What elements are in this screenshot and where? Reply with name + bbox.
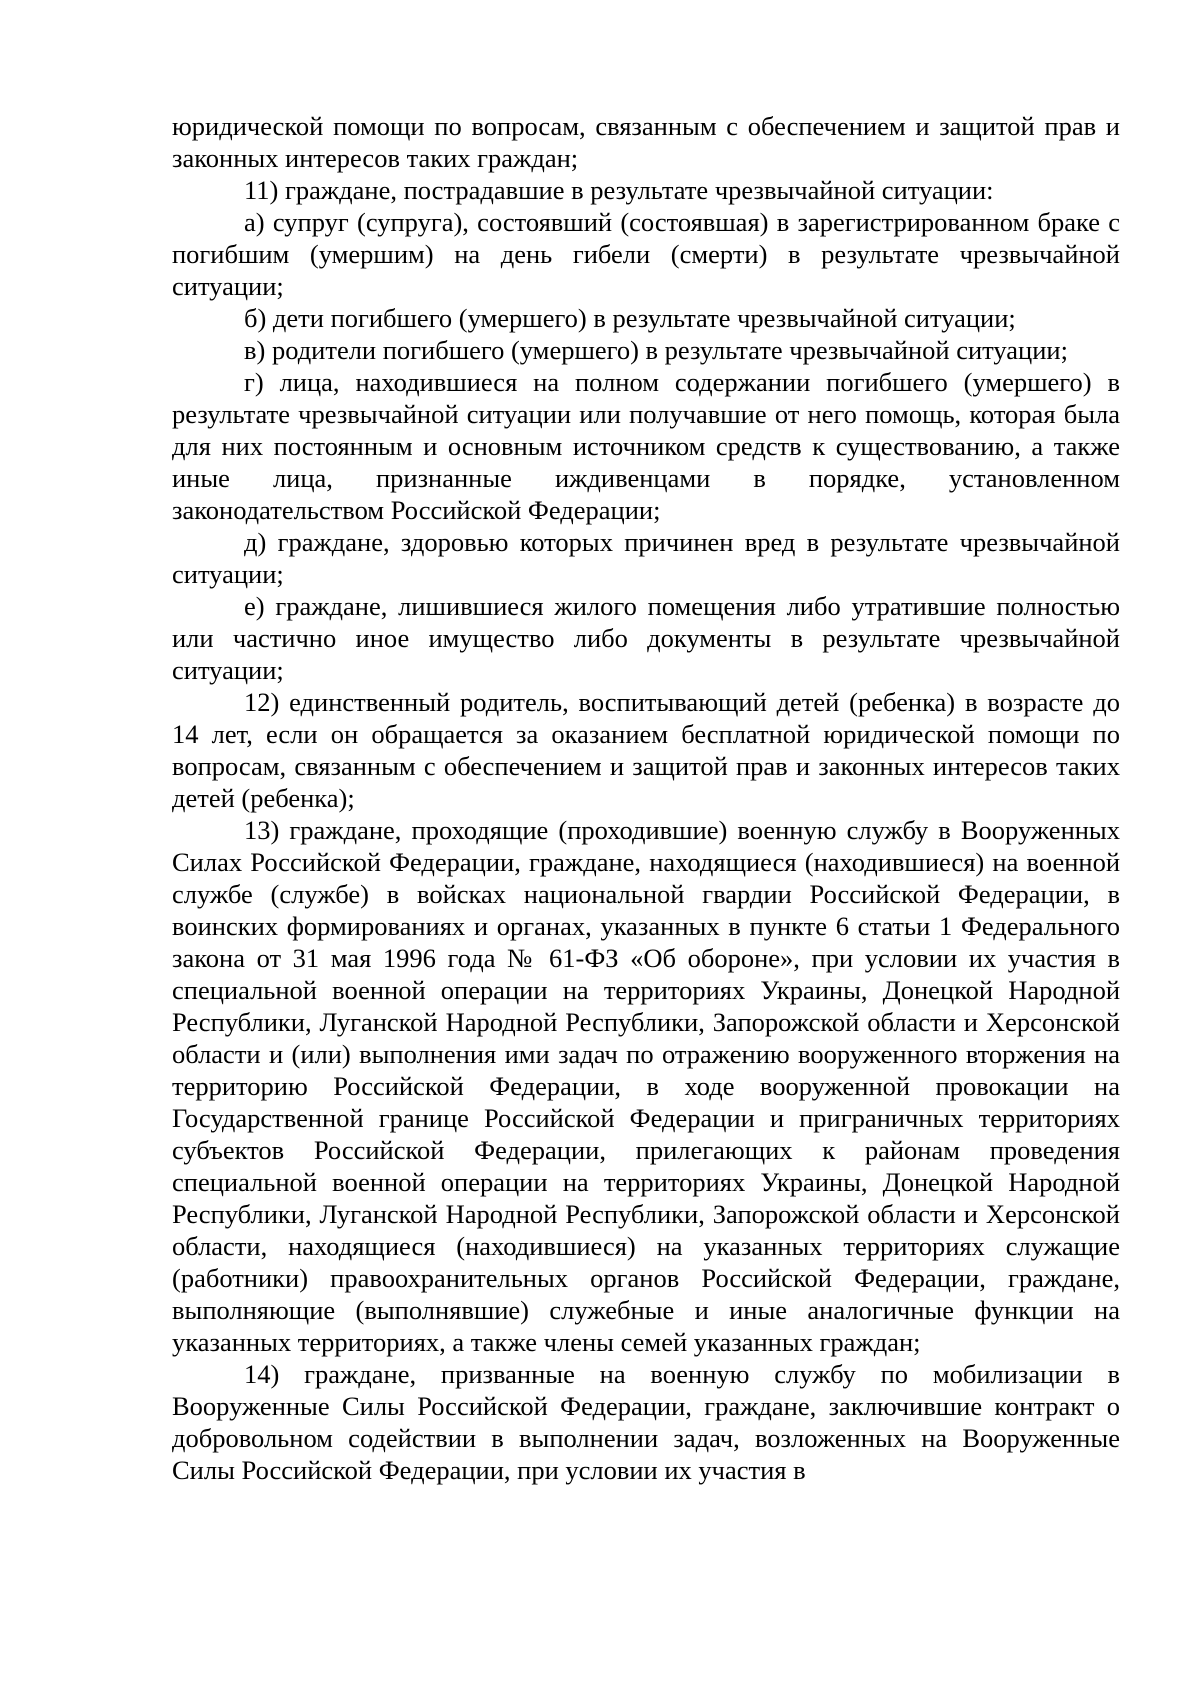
document-page: [172, 110, 1120, 1486]
paragraph-item-11e: е) граждане, лишившиеся жилого помещения либо утратившие полностью или частично иное имущество либо документы в результате чрезвычайной ситуации;: [172, 591, 1120, 685]
paragraph-item-11v: в) родители погибшего (умершего) в результате чрезвычайной ситуации;: [244, 335, 1068, 365]
paragraph-item-11g: г) лица, находившиеся на полном содержании погибшего (умершего) в результате чрезвычайной ситуации или получавшие от него помощь, которая была для них постоянным и основным источником средств к существованию, а также иные лица, признанные иждивенцами в порядке, установленном законодательством Российской Федерации;: [172, 367, 1120, 525]
paragraph-item-11: 11) граждане, пострадавшие в результате чрезвычайной ситуации:: [244, 175, 994, 205]
paragraph-item-11b: б) дети погибшего (умершего) в результате чрезвычайной ситуации;: [244, 303, 1016, 333]
paragraph-item-14: 14) граждане, призванные на военную службу по мобилизации в Вооруженные Силы Российской Федерации, граждане, заключившие контракт о добровольном содействии в выполнении задач, возложенных на Вооруженные Силы Российской Федерации, при условии их участия в: [172, 1359, 1120, 1485]
paragraph-continuation: юридической помощи по вопросам, связанным с обеспечением и защитой прав и законных интересов таких граждан;: [172, 111, 1120, 173]
paragraph-item-11a: а) супруг (супруга), состоявший (состоявшая) в зарегистрированном браке с погибшим (умершим) на день гибели (смерти) в результате чрезвычайной ситуации;: [172, 207, 1120, 301]
paragraph-item-11d: д) граждане, здоровью которых причинен вред в результате чрезвычайной ситуации;: [172, 527, 1120, 589]
paragraph-item-12: 12) единственный родитель, воспитывающий детей (ребенка) в возрасте до 14 лет, если он обращается за оказанием бесплатной юридической помощи по вопросам, связанным с обеспечением и защитой прав и законных интересов таких детей (ребенка);: [172, 687, 1120, 813]
paragraph-item-13: 13) граждане, проходящие (проходившие) военную службу в Вооруженных Силах Российской Федерации, граждане, находящиеся (находившиеся) на военной службе (службе) в войсках национальной гвардии Российской Федерации, в воинских формированиях и органах, указанных в пункте 6 статьи 1 Федерального закона от 31 мая 1996 года № 61-ФЗ «Об обороне», при условии их участия в специальной военной операции на территориях Украины, Донецкой Народной Республики, Луганской Народной Республики, Запорожской области и Херсонской области и (или) выполнения ими задач по отражению вооруженного вторжения на территорию Российской Федерации, в ходе вооруженной провокации на Государственной границе Российской Федерации и приграничных территориях субъектов Российской Федерации, прилегающих к районам проведения специальной военной операции на территориях Украины, Донецкой Народной Республики, Луганской Народной Республики, Запорожской области и Херсонской области, находящиеся (находившиеся) на указанных территориях служащие (работники) правоохранительных органов Российской Федерации, граждане, выполняющие (выполнявшие) служебные и иные аналогичные функции на указанных территориях, а также члены семей указанных граждан;: [172, 815, 1120, 1357]
